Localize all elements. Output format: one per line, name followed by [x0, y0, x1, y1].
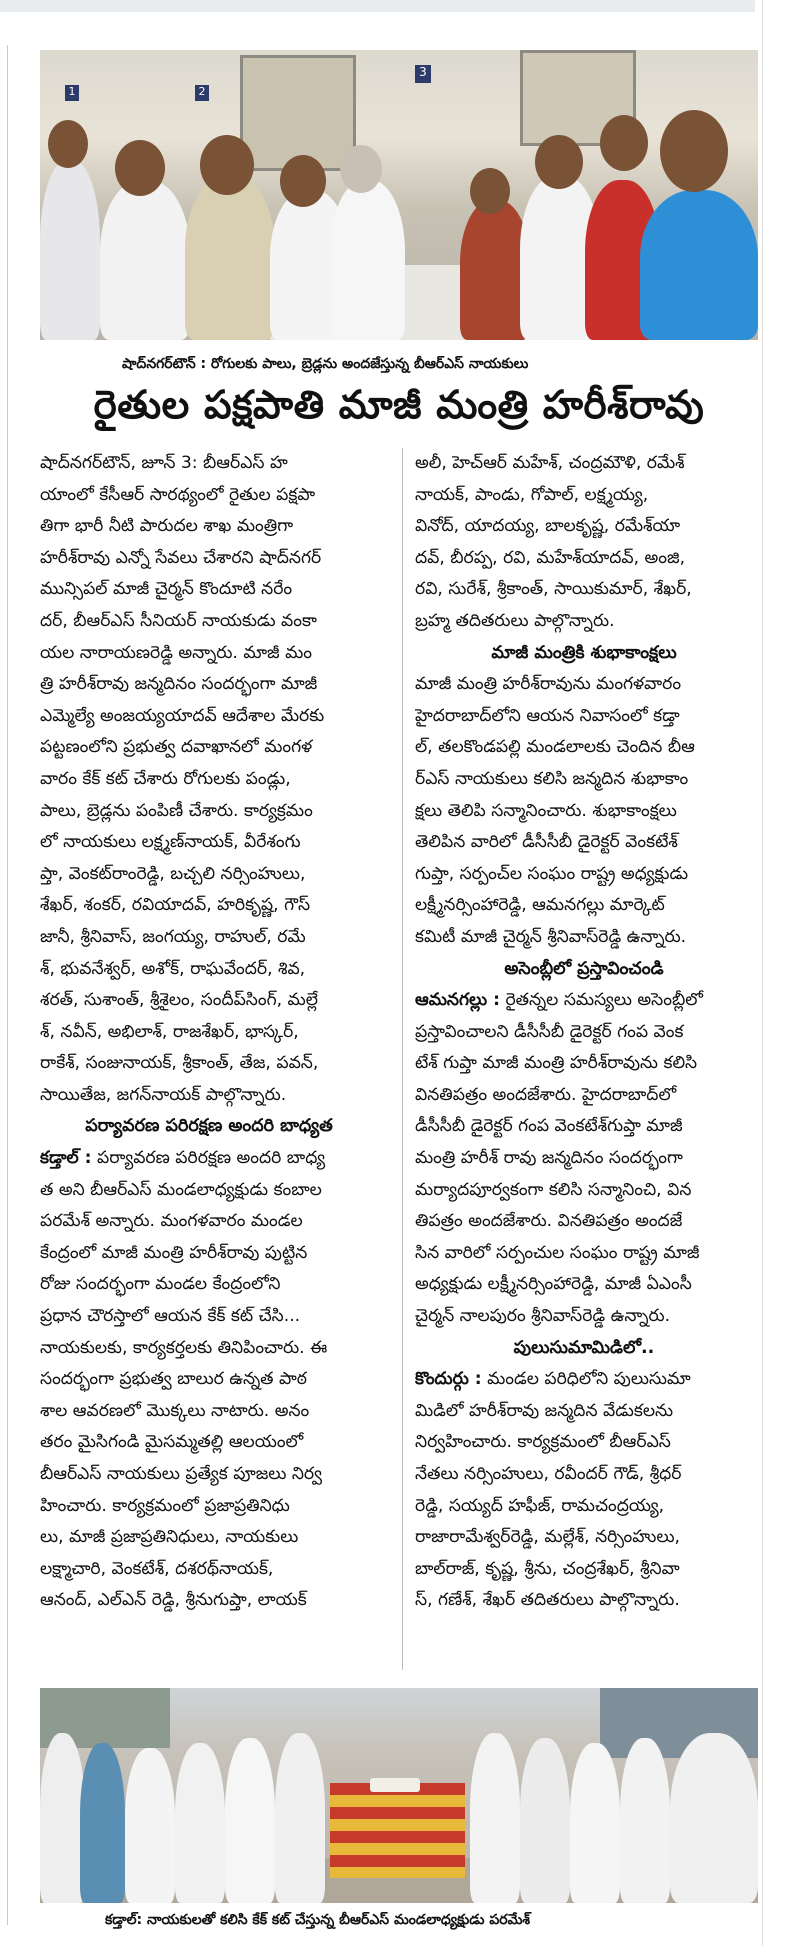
text-line: క్షలు తెలిపి సన్మానించారు. శుభాకాంక్షలు: [415, 800, 677, 821]
text-line: చైర్మన్ నాలపురం శ్రీనివాస్‌రెడ్డి ఉన్నారు.: [415, 1306, 671, 1327]
photo-caption: కడ్తాల్: నాయకులతో కలిసి కేక్ కట్ చేస్తున్న బీఆర్ఎస్ మండలాధ్యక్షుడు పరమేశ్: [105, 1912, 531, 1928]
person: [520, 1738, 570, 1903]
text-line: త అని బీఆర్ఎస్ మండలాధ్యక్షుడు కంబాల: [40, 1179, 322, 1200]
top-bar: [0, 0, 755, 12]
text-line: స్, గణేశ్, శేఖర్ తదితరులు పాల్గొన్నారు.: [415, 1590, 680, 1611]
text-line: మాజీ మంత్రి హరీశ్‌రావును మంగళవారం: [415, 674, 682, 695]
text-line: ల్, తలకొండపల్లి మండలాలకు చెందిన బీఆ: [415, 737, 695, 758]
text-line: ఎమ్మెల్యే అంజయ్యయాదవ్ ఆదేశాల మేరకు: [40, 705, 325, 726]
right-column: [415, 448, 753, 1617]
person: [225, 1738, 275, 1903]
text-line: లో నాయకులు లక్ష్మణ్‌నాయక్, వీరేశంగు: [40, 832, 301, 853]
text-line: మర్యాదపూర్వకంగా కలిసి సన్మానించి, విన: [415, 1179, 692, 1200]
person: [175, 1743, 225, 1903]
text-line: యల నారాయణరెడ్డి అన్నారు. మాజీ మం: [40, 642, 312, 663]
text-line: శేఖర్, శంకర్, రవియాదవ్, హరికృష్ణ, గౌస్: [40, 895, 311, 916]
text-line: శాల ఆవరణలో మొక్కలు నాటారు. అనం: [40, 1400, 310, 1421]
person: [100, 180, 190, 340]
person: [570, 1743, 620, 1903]
text-line: షాద్‌నగర్‌టౌన్, జూన్ 3: బీఆర్ఎస్ హ: [40, 453, 288, 473]
text-line: శ్, భువనేశ్వర్, అశోక్, రాఘవేందర్, శివ,: [40, 958, 306, 979]
text-line: తరం మైసిగండి మైసమ్మతల్లి ఆలయంలో: [40, 1432, 304, 1453]
text-line: దర్, బీఆర్ఎస్ సీనియర్ నాయకుడు వంకా: [40, 610, 317, 631]
text-line: ప్తా, వెంకట్‌రాంరెడ్డి, బచ్చలి నర్సింహులు,: [40, 863, 306, 884]
subheading: పర్యావరణ పరిరక్షణ అందరి బాధ్యత: [85, 1116, 333, 1137]
text-line: వినోద్, యాదయ్య, బాలకృష్ణ, రమేశ్‌యా: [415, 516, 681, 537]
text-line: నేతలు నర్సింహులు, రవీందర్ గౌడ్, శ్రీధర్: [415, 1464, 682, 1484]
text-line: వినతిపత్రం అందజేశారు. హైదరాబాద్‌లో: [415, 1084, 677, 1105]
text-line: హరీశ్‌రావు ఎన్నో సేవలు చేశారని షాద్‌నగర్: [40, 547, 322, 568]
text-span: రైతన్నల సమస్యలు అసెంబ్లీలో: [499, 990, 703, 1011]
text-line: కమిటీ మాజీ చైర్మన్ శ్రీనివాస్‌రెడ్డి ఉన్నారు.: [415, 926, 687, 947]
text-span: పర్యావరణ పరిరక్షణ అందరి బాధ్య: [91, 1148, 326, 1169]
decorated-table: [330, 1783, 465, 1878]
text-line: తెలిపిన వారిలో డీసీసీబీ డైరెక్టర్ వెంకటేశ్: [415, 832, 678, 853]
dateline: కడ్తాల్ :: [40, 1148, 92, 1169]
text-line: రెడ్డి, సయ్యద్ హఫీజ్, రామచంద్రయ్య,: [415, 1495, 665, 1516]
person: [670, 1733, 758, 1903]
text-line: మిడిలో హరీశ్‌రావు జన్మదిన వేడుకలను: [415, 1400, 674, 1421]
text-line: జానీ, శ్రీనివాస్, జంగయ్య, రాహుల్, రమే: [40, 926, 306, 947]
text-line: కేంద్రంలో మాజీ మంత్రి హరీశ్‌రావు పుట్టిన: [40, 1242, 308, 1263]
person: [40, 1733, 85, 1903]
person-head: [48, 120, 88, 168]
text-line: దవ్, బీరప్ప, రవి, మహేశ్‌యాదవ్, అంజి,: [415, 547, 686, 568]
text-line: సాయితేజ, జగన్‌నాయక్ పాల్గొన్నారు.: [40, 1084, 287, 1105]
text-line: శరత్, సుశాంత్, శ్రీశైలం, సందీప్‌సింగ్, మల్లే: [40, 990, 318, 1011]
text-line: ర్ఎస్ నాయకులు కలిసి జన్మదిన శుభాకాం: [415, 768, 689, 789]
text-line: రోజు సందర్భంగా మండల కేంద్రంలోని: [40, 1274, 281, 1295]
text-line: గుప్తా, సర్పంచ్‌ల సంఘం రాష్ట్ర అధ్యక్షుడు: [415, 863, 689, 884]
person-head: [200, 135, 254, 195]
text-line: తిగా భారీ నీటి పారుదల శాఖ మంత్రిగా: [40, 516, 294, 537]
person-head: [340, 145, 382, 193]
text-line: తిపత్రం అందజేశారు. వినతిపత్రం అందజే: [415, 1211, 683, 1232]
text-line: సిన వారిలో సర్పంచుల సంఘం రాష్ట్ర మాజీ: [415, 1242, 700, 1263]
bed-number-sign: 1: [65, 85, 79, 101]
text-line: పట్టణంలోని ప్రభుత్వ దవాఖానలో మంగళ: [40, 737, 313, 758]
text-line: డీసీసీబీ డైరెక్టర్ గంప వెంకటేశ్‌గుప్తా మాజీ: [415, 1116, 683, 1137]
text-span: మండల పరిధిలోని పులుసుమా: [481, 1369, 691, 1390]
person-head: [600, 115, 648, 171]
text-line: సందర్భంగా ప్రభుత్వ బాలుర ఉన్నత పాఠ: [40, 1369, 307, 1390]
person: [275, 1733, 325, 1903]
text-line: పాలు, బ్రెడ్లను పంపిణీ చేశారు. కార్యక్రమం: [40, 800, 313, 821]
person-head: [470, 168, 510, 214]
person-head: [660, 110, 728, 192]
text-line: లు, మాజీ ప్రజాప్రతినిధులు, నాయకులు: [40, 1527, 299, 1548]
text-line: లక్ష్మాచారి, వెంకటేశ్, దశరథ్‌నాయక్,: [40, 1558, 274, 1579]
text-line: మంత్రి హరీశ్ రావు జన్మదినం సందర్భంగా: [415, 1148, 683, 1169]
text-line: [40, 1143, 378, 1175]
cake: [370, 1778, 420, 1792]
subheading: మాజీ మంత్రికి శుభాకాంక్షలు: [491, 642, 677, 663]
text-line: యాంలో కేసీఆర్ సారథ్యంలో రైతుల పక్షపా: [40, 484, 316, 505]
person: [80, 1743, 125, 1903]
text-line: బీఆర్ఎస్ నాయకులు ప్రత్యేక పూజలు నిర్వ: [40, 1464, 322, 1484]
text-line: బాల్‌రాజ్, కృష్ణ, శ్రీను, చంద్రశేఖర్, శ్రీనివా: [415, 1558, 680, 1579]
text-line: రాకేశ్, సంజునాయక్, శ్రీకాంత్, తేజ, పవన్,: [40, 1053, 319, 1074]
right-margin-rule: [762, 0, 763, 1946]
person: [620, 1738, 670, 1903]
window: [240, 55, 356, 171]
text-line: [415, 985, 753, 1017]
text-line: లక్ష్మీనర్సింహారెడ్డి, ఆమనగల్లు మార్కెట్: [415, 895, 665, 916]
person: [640, 190, 758, 340]
person: [40, 160, 100, 340]
person-head: [115, 140, 165, 196]
left-margin-rule: [7, 45, 8, 1925]
text-line: నాయక్, పాండు, గోపాల్, లక్ష్మయ్య,: [415, 484, 649, 505]
text-line: ప్రస్తావించాలని డీసీసీబీ డైరెక్టర్ గంప వెంక: [415, 1021, 684, 1042]
text-line: అధ్యక్షుడు లక్ష్మీనర్సింహారెడ్డి, మాజీ ఏఎంసీ: [415, 1274, 692, 1295]
text-line: ప్రధాన చౌరస్తాలో ఆయన కేక్ కట్ చేసి...: [40, 1306, 301, 1327]
column-divider: [402, 448, 403, 1670]
dateline: కొందుర్గు :: [415, 1369, 482, 1390]
bed-number-sign: 2: [195, 85, 209, 101]
text-line: హైదరాబాద్‌లోని ఆయన నివాసంలో కడ్తా: [415, 705, 680, 726]
person-head: [535, 135, 583, 189]
hospital-photo: [40, 50, 758, 340]
subheading: పులుసుమామిడిలో..: [513, 1337, 655, 1358]
text-line: శ్, నవీన్, అభిలాశ్, రాజశేఖర్, భాస్కర్,: [40, 1021, 299, 1042]
person-head: [280, 155, 326, 207]
text-line: [415, 1364, 753, 1396]
dateline: ఆమనగల్లు :: [415, 990, 500, 1011]
person: [125, 1748, 175, 1903]
person: [185, 175, 275, 340]
person: [470, 1733, 520, 1903]
text-line: టేశ్ గుప్తా మాజీ మంత్రి హరీశ్‌రావును కలిసి: [415, 1053, 698, 1074]
text-line: నిర్వహించారు. కార్యక్రమంలో బీఆర్ఎస్: [415, 1432, 671, 1453]
bed-number-sign: 3: [415, 65, 431, 83]
photo-caption: షాద్‌నగర్‌టౌన్ : రోగులకు పాలు, బ్రెడ్లను అందజేస్తున్న బీఆర్ఎస్ నాయకులు: [122, 356, 529, 372]
text-line: మున్సిపల్ మాజీ చైర్మన్ కొందూటి నరేం: [40, 579, 293, 600]
text-line: హించారు. కార్యక్రమంలో ప్రజాప్రతినిధు: [40, 1495, 290, 1516]
text-line: నాయకులకు, కార్యకర్తలకు తినిపించారు. ఈ: [40, 1337, 328, 1358]
text-line: రాజారామేశ్వర్‌రెడ్డి, మల్లేశ్, నర్సింహులు,: [415, 1527, 680, 1548]
subheading: అసెంబ్లీలో ప్రస్తావించండి: [504, 958, 664, 979]
text-line: పరమేశ్ అన్నారు. మంగళవారం మండల: [40, 1211, 303, 1232]
left-column: [40, 448, 378, 1617]
text-line: ఆనంద్, ఎల్ఎన్ రెడ్డి, శ్రీనుగుప్తా, లాయక్: [40, 1590, 307, 1611]
text-line: వారం కేక్ కట్ చేశారు రోగులకు పండ్లు,: [40, 768, 291, 789]
text-line: అలీ, హెచ్ఆర్ మహేశ్, చంద్రమౌళి, రమేశ్: [415, 453, 685, 473]
headline: రైతుల పక్షపాతి మాజీ మంత్రి హరీశ్‌రావు: [93, 383, 705, 428]
text-line: త్రి హరీశ్‌రావు జన్మదినం సందర్భంగా మాజీ: [40, 674, 318, 695]
person: [330, 180, 405, 340]
text-line: రవి, సురేశ్, శ్రీకాంత్, సాయికుమార్, శేఖర్,: [415, 579, 692, 600]
cake-cutting-photo: [40, 1688, 758, 1903]
text-line: బ్రహ్మ తదితరులు పాల్గొన్నారు.: [415, 610, 615, 631]
